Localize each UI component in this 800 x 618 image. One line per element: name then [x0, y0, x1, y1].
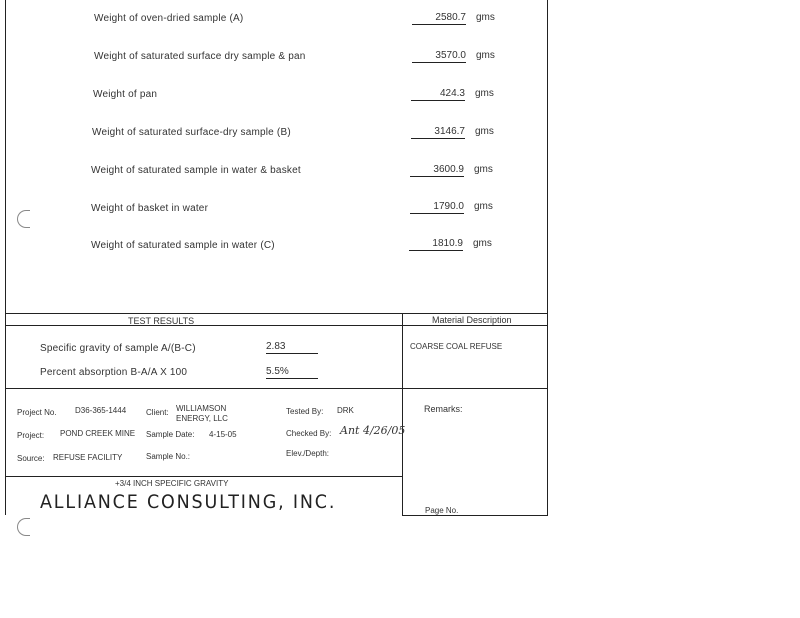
source-value: REFUSE FACILITY	[53, 453, 123, 462]
measurement-value: 3600.9	[410, 164, 464, 177]
specific-gravity-label: Specific gravity of sample A/(B-C)	[40, 343, 196, 354]
frame-left-border	[5, 0, 6, 515]
percent-absorption-value: 5.5%	[266, 366, 318, 379]
info-top-rule	[5, 388, 548, 389]
source-label: Source:	[17, 454, 45, 463]
info-bottom-rule	[5, 476, 402, 477]
specific-gravity-value: 2.83	[266, 341, 318, 354]
client-value-line1: WILLIAMSON	[176, 404, 227, 413]
measurement-label: Weight of saturated sample in water (C)	[91, 240, 275, 251]
project-no-value: D36-365-1444	[75, 406, 127, 415]
project-no-label: Project No.	[17, 408, 57, 417]
percent-absorption-label: Percent absorption B-A/A X 100	[40, 367, 188, 378]
measurement-value: 2580.7	[412, 12, 466, 25]
measurement-value: 1810.9	[409, 238, 463, 251]
project-value: POND CREEK MINE	[60, 429, 136, 438]
measurement-unit: gms	[475, 126, 494, 137]
binder-hole-mark	[17, 210, 30, 228]
form-title: +3/4 INCH SPECIFIC GRAVITY	[115, 479, 229, 488]
remarks-label: Remarks:	[424, 404, 463, 414]
measurement-label: Weight of basket in water	[91, 203, 209, 214]
sample-no-label: Sample No.:	[146, 452, 191, 461]
measurement-value: 3570.0	[412, 50, 466, 63]
page-no-label: Page No.	[425, 506, 459, 515]
sample-date-value: 4-15-05	[209, 430, 237, 439]
measurement-value: 1790.0	[410, 201, 464, 214]
checked-by-label: Checked By:	[286, 429, 332, 438]
company-name: ALLIANCE CONSULTING, INC.	[40, 491, 337, 513]
project-label: Project:	[17, 431, 45, 440]
measurement-label: Weight of saturated sample in water & basket	[91, 165, 301, 176]
material-description-header: Material Description	[432, 315, 512, 325]
tested-by-value: DRK	[337, 406, 354, 415]
measurement-unit: gms	[475, 88, 494, 99]
material-divider	[402, 313, 403, 515]
measurement-unit: gms	[474, 164, 493, 175]
elev-depth-label: Elev./Depth:	[286, 449, 329, 458]
measurement-unit: gms	[474, 201, 493, 212]
sample-date-label: Sample Date:	[146, 430, 195, 439]
measurement-label: Weight of saturated surface dry sample & pan	[94, 51, 306, 62]
tested-by-label: Tested By:	[286, 407, 324, 416]
measurement-unit: gms	[473, 238, 492, 249]
measurement-label: Weight of oven-dried sample (A)	[94, 13, 244, 24]
client-value-line2: ENERGY, LLC	[176, 414, 228, 423]
measurement-unit: gms	[476, 12, 495, 23]
checked-by-signature: Ant 4/26/05	[340, 424, 406, 437]
measurement-label: Weight of saturated surface-dry sample (B)	[92, 127, 291, 138]
client-label: Client:	[146, 408, 169, 417]
frame-right-border	[547, 0, 548, 515]
measurement-value: 424.3	[411, 88, 465, 101]
binder-hole-mark	[17, 518, 30, 536]
measurement-unit: gms	[476, 50, 495, 61]
measurement-value: 3146.7	[411, 126, 465, 139]
frame-bottom-rule	[402, 515, 548, 516]
material-description-value: COARSE COAL REFUSE	[410, 342, 503, 351]
results-header-rule	[5, 325, 548, 326]
test-results-header: TEST RESULTS	[128, 316, 195, 326]
results-top-rule	[5, 313, 548, 314]
measurement-label: Weight of pan	[93, 89, 158, 100]
